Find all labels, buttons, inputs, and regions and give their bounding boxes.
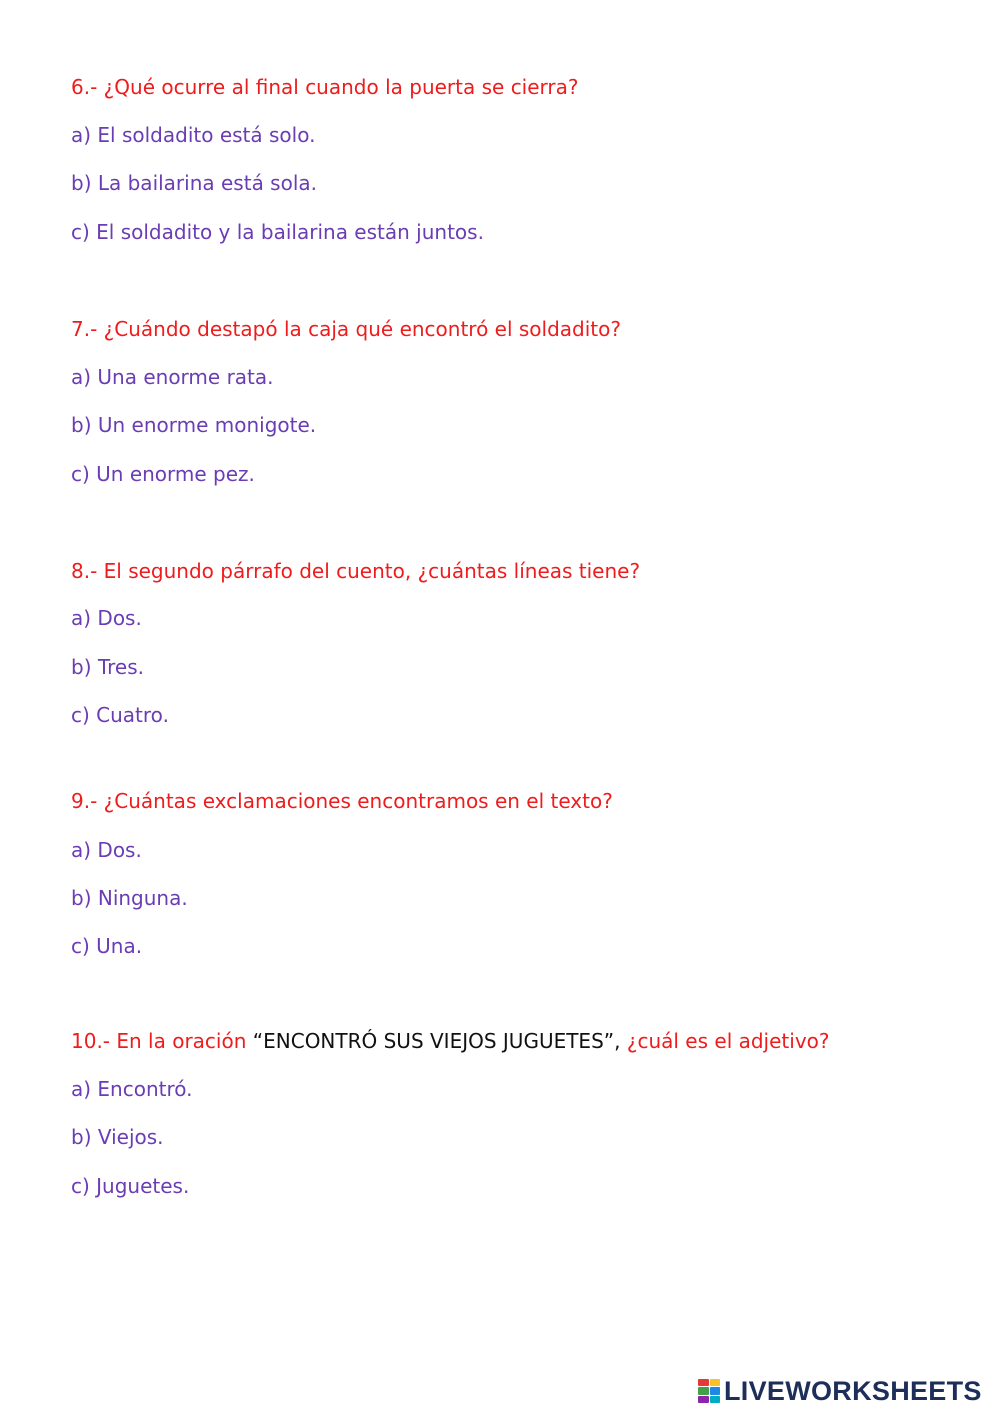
question-10-suffix: ¿cuál es el adjetivo? xyxy=(626,1029,830,1053)
question-6-option-b[interactable]: b) La bailarina está sola. xyxy=(71,171,318,195)
brand-name: LIVEWORKSHEETS xyxy=(724,1375,982,1406)
question-10-comma: , xyxy=(614,1029,627,1053)
question-10-option-c[interactable]: c) Juguetes. xyxy=(71,1174,190,1198)
question-6: 6.- ¿Qué ocurre al final cuando la puerta se cierra? xyxy=(71,75,579,99)
question-10-prefix: 10.- En la oración xyxy=(71,1029,253,1053)
question-7: 7.- ¿Cuándo destapó la caja qué encontró el soldadito? xyxy=(71,317,621,341)
question-9-option-a[interactable]: a) Dos. xyxy=(71,838,142,862)
question-10 xyxy=(71,1028,830,1054)
question-8-option-c[interactable]: c) Cuatro. xyxy=(71,703,169,727)
question-8-option-b[interactable]: b) Tres. xyxy=(71,655,144,679)
question-9-option-c[interactable]: c) Una. xyxy=(71,934,143,958)
question-8-option-a[interactable]: a) Dos. xyxy=(71,606,142,630)
question-6-option-a[interactable]: a) El soldadito está solo. xyxy=(71,123,316,147)
question-10-option-b[interactable]: b) Viejos. xyxy=(71,1125,164,1149)
question-7-option-a[interactable]: a) Una enorme rata. xyxy=(71,365,274,389)
question-7-option-b[interactable]: b) Un enorme monigote. xyxy=(71,413,317,437)
question-9: 9.- ¿Cuántas exclamaciones encontramos en el texto? xyxy=(71,789,613,813)
question-10-option-a[interactable]: a) Encontró. xyxy=(71,1077,193,1101)
brand-logo[interactable] xyxy=(698,1376,982,1406)
question-10-quote: “ENCONTRÓ SUS VIEJOS JUGUETES” xyxy=(252,1029,615,1053)
question-8: 8.- El segundo párrafo del cuento, ¿cuántas líneas tiene? xyxy=(71,559,641,583)
question-9-option-b[interactable]: b) Ninguna. xyxy=(71,886,188,910)
question-6-option-c[interactable]: c) El soldadito y la bailarina están juntos. xyxy=(71,220,484,244)
liveworksheets-logo-icon xyxy=(698,1379,720,1403)
question-7-option-c[interactable]: c) Un enorme pez. xyxy=(71,462,255,486)
